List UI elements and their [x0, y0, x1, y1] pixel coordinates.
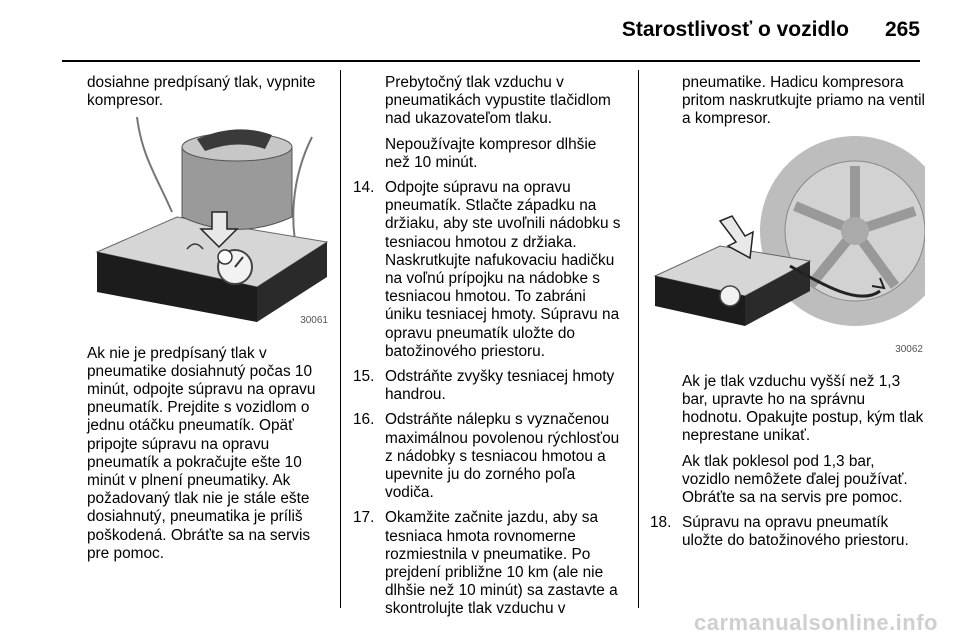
column-3: [650, 74, 925, 558]
figure-code: 30061: [300, 315, 328, 327]
compressor-sealant-illustration: [87, 117, 330, 327]
col3-p2: Ak tlak poklesol pod 1,3 bar, vozidlo nemôžete ďalej používať. Obráťte sa na servis pre pomoc.: [682, 452, 908, 507]
figure-30061: [87, 117, 330, 332]
column-2: [353, 74, 625, 626]
step-18: 18. Súpravu na opravu pneumatík uložte do batožinového priestoru.: [650, 514, 909, 550]
step-16: 16. Odstráňte nálepku s vyznačenou maximálnou povolenou rýchlosťou z nádobky s tesniacou hmotou a upevnite ju do zorného poľa vodiča.: [353, 411, 620, 502]
col2-p2: Nepoužívajte kompresor dlhšie než 10 minút.: [385, 135, 597, 171]
step-17: 17. Okamžite začnite jazdu, aby sa tesniaca hmota rovnomerne rozmiestnila v pneumatike. Po prejdení približne 10 km (ale nie dlhšie než 10 minút) sa zastavte a skontrolujte tlak vzduchu v: [353, 509, 618, 618]
col3-p1: Ak je tlak vzduchu vyšší než 1,3 bar, upravte ho na správnu hodnotu. Opakujte postup, kým tlak neprestane unikať.: [682, 372, 924, 445]
page-number: 265: [884, 18, 920, 41]
column-divider-2: [638, 70, 639, 608]
column-divider-1: [340, 70, 341, 608]
col2-p1: Prebytočný tlak vzduchu v pneumatikách vypustite tlačidlom nad ukazovateľom tlaku.: [385, 74, 611, 128]
page-title: Starostlivosť o vozidlo: [621, 18, 849, 41]
column-1: [87, 74, 330, 570]
watermark: carmanualsonline.info: [694, 610, 938, 635]
col3-intro: pneumatike. Hadicu kompresora pritom naskrutkujte priamo na ventil a kompresor.: [682, 74, 925, 128]
header-rule: [62, 60, 920, 62]
compressor-wheel-illustration: [650, 136, 925, 356]
col1-intro: dosiahne predpísaný tlak, vypnite kompresor.: [87, 74, 316, 110]
page-header: [0, 10, 920, 50]
step-14: 14. Odpojte súpravu na opravu pneumatík. Stlačte západku na držiaku, aby ste uvoľnili nádobku s tesniacou hmotou z držiaka. Naskrutkujte nafukovaciu hadičku na voľnú prípojku na nádobke s tesniacou hmotou. To zabráni úniku tesniacej hmoty. Súpravu na opravu pneumatík uložte do batožinového priestoru.: [353, 179, 621, 360]
figure-code: 30062: [895, 343, 923, 355]
col1-body: Ak nie je predpísaný tlak v pneumatike dosiahnutý počas 10 minút, odpojte súpravu na opravu pneumatík. Prejdite s vozidlom o jednu otáčku pneumatík. Opäť pripojte súpravu na opravu pneumatík a pokračujte ešte 10 minút v plnení pneumatiky. Ak požadovaný tlak nie je stále ešte dosiahnutý, pneumatika je príliš poškodená. Obráťte sa na servis pre pomoc.: [87, 344, 316, 562]
figure-30062: [650, 136, 925, 361]
step-15: 15. Odstráňte zvyšky tesniacej hmoty handrou.: [353, 368, 615, 404]
